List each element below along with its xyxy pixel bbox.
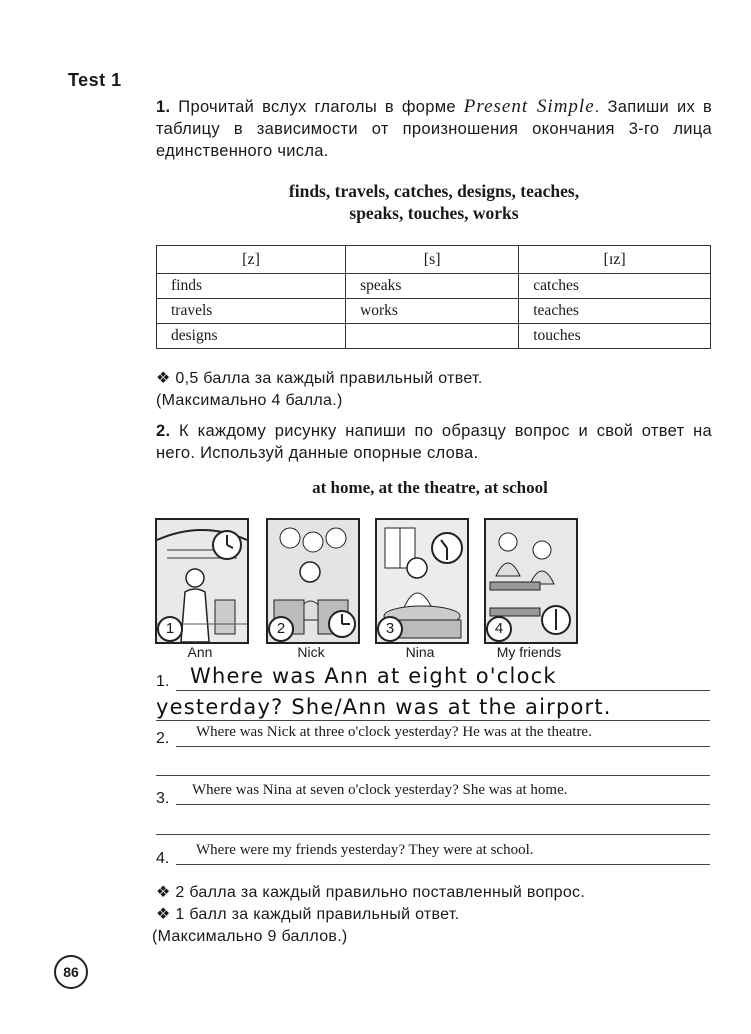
answer-line xyxy=(156,775,710,776)
task2-max: (Максимально 9 баллов.) xyxy=(152,928,348,945)
table-cell: teaches xyxy=(519,299,711,324)
task1-points xyxy=(156,368,716,412)
table-cell: catches xyxy=(519,274,711,299)
task1-max: (Максимально 4 балла.) xyxy=(156,392,343,409)
table-row xyxy=(157,324,711,349)
task2-text: К каждому рисунку напиши по образцу вопрос и свой ответ на него. Используй данные опорные слова. xyxy=(156,422,712,462)
answer-3-number: 3. xyxy=(156,790,170,807)
caption-ann: Ann xyxy=(187,644,213,660)
picture-3 xyxy=(375,518,469,644)
answer-3-text: Where was Nina at seven o'clock yesterday? She was at home. xyxy=(192,782,568,798)
task2-points xyxy=(152,882,716,948)
picture-number: 3 xyxy=(377,616,403,642)
picture-4 xyxy=(484,518,578,644)
table-cell: works xyxy=(346,299,519,324)
table-header-s: [s] xyxy=(346,246,519,274)
answer-1-line2: yesterday? She/Ann was at the airport. xyxy=(156,695,612,719)
answer-2-number: 2. xyxy=(156,730,170,747)
answer-line xyxy=(176,690,710,691)
caption-nina: Nina xyxy=(405,644,435,660)
verb-list xyxy=(156,180,712,224)
answer-line xyxy=(176,746,710,747)
answer-line xyxy=(176,804,710,805)
test-title: Test 1 xyxy=(68,70,122,90)
table-row xyxy=(157,274,711,299)
answer-line xyxy=(176,864,710,865)
verb-list-line2: speaks, touches, works xyxy=(349,203,519,223)
answer-line xyxy=(156,720,710,721)
page-number: 86 xyxy=(54,955,88,989)
task2-number: 2. xyxy=(156,422,171,440)
verb-table xyxy=(156,245,711,349)
task2-points-line2: ❖ 1 балл за каждый правильный ответ. xyxy=(156,906,460,923)
task2-keywords: at home, at the theatre, at school xyxy=(312,478,548,497)
answer-line xyxy=(156,834,710,835)
table-cell: speaks xyxy=(346,274,519,299)
table-cell xyxy=(346,324,519,349)
picture-number: 4 xyxy=(486,616,512,642)
picture-2 xyxy=(266,518,360,644)
task2-instructions xyxy=(156,420,712,464)
answer-4-text: Where were my friends yesterday? They were at school. xyxy=(196,842,534,858)
table-cell: finds xyxy=(157,274,346,299)
table-cell: touches xyxy=(519,324,711,349)
task1-instructions xyxy=(156,96,712,162)
answer-2-text: Where was Nick at three o'clock yesterday? He was at the theatre. xyxy=(196,724,592,740)
table-row xyxy=(157,299,711,324)
table-header-row xyxy=(157,246,711,274)
answer-4-number: 4. xyxy=(156,850,170,867)
answer-1-number: 1. xyxy=(156,673,170,690)
task1-points-line: ❖ 0,5 балла за каждый правильный ответ. xyxy=(156,370,483,387)
caption-nick: Nick xyxy=(297,644,325,660)
verb-list-line1: finds, travels, catches, designs, teaches, xyxy=(288,181,580,201)
caption-my-friends: My friends xyxy=(496,644,562,660)
task2-points-line1: ❖ 2 балла за каждый правильно поставленный вопрос. xyxy=(156,884,586,901)
table-cell: designs xyxy=(157,324,346,349)
task1-highlight: Present Simple xyxy=(463,96,595,117)
task1-text-after: . Запиши их в таблицу в зависимости от произношения окончания 3-го лица единственного числа. xyxy=(156,98,713,160)
picture-1 xyxy=(155,518,249,644)
picture-number: 2 xyxy=(268,616,294,642)
table-cell: travels xyxy=(157,299,346,324)
task1-text-before: Прочитай вслух глаголы в форме xyxy=(170,98,464,116)
picture-number: 1 xyxy=(157,616,183,642)
task1-number: 1. xyxy=(156,98,171,116)
table-header-z: [z] xyxy=(157,246,346,274)
table-header-iz: [ɪz] xyxy=(519,246,711,274)
answer-1-line1: Where was Ann at eight o'clock xyxy=(190,664,557,688)
